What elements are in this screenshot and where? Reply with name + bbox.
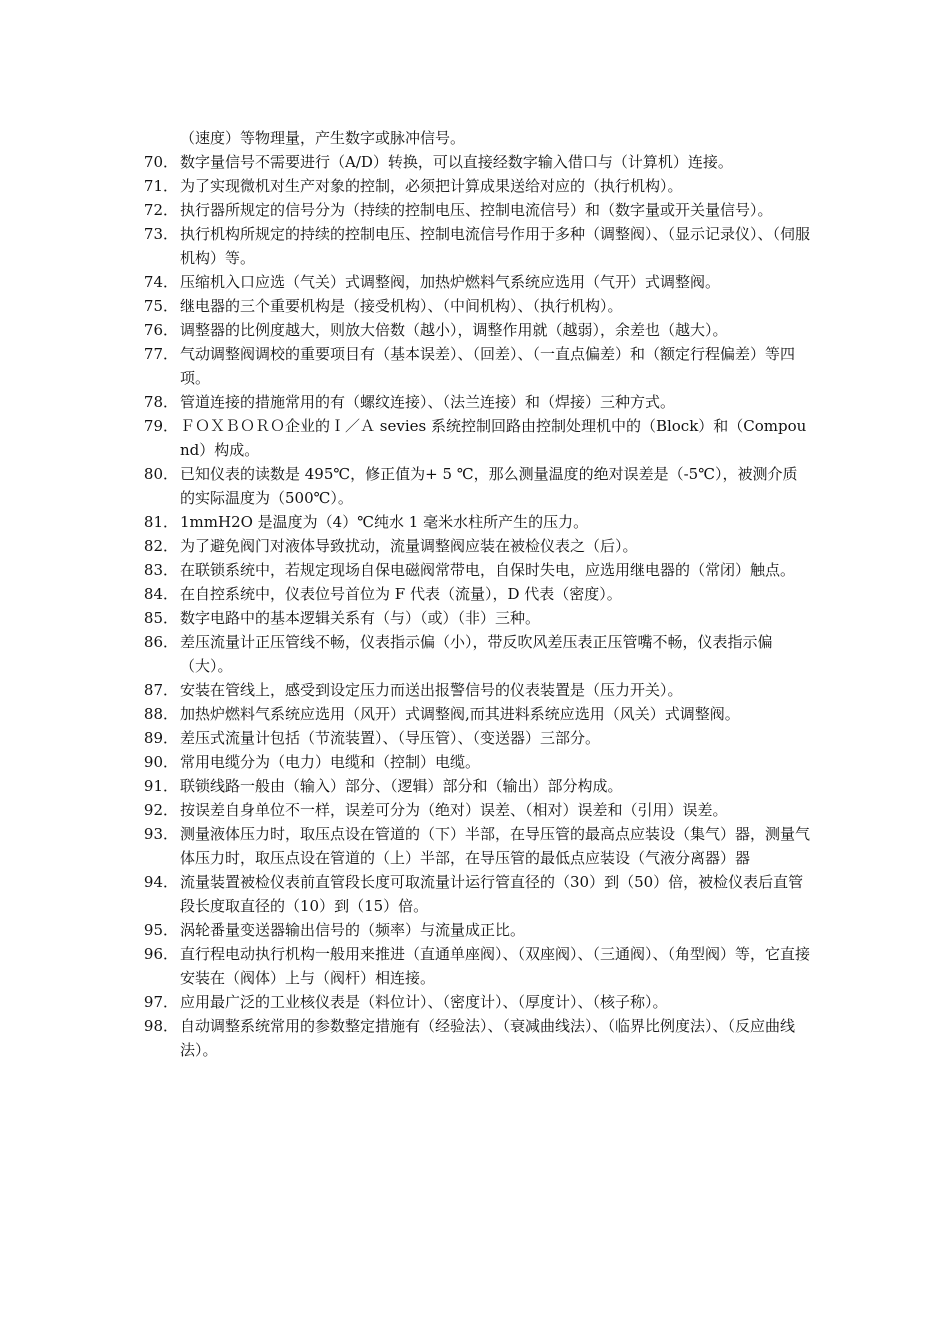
list-item-text: 按误差自身单位不一样，误差可分为（绝对）误差、（相对）误差和（引用）误差。 — [180, 801, 728, 819]
continued-paragraph-text: （速度）等物理量，产生数字或脉冲信号。 — [180, 129, 466, 147]
list-item-number: 85． — [143, 609, 178, 627]
list-item-text: 安装在管线上，感受到设定压力而送出报警信号的仪表装置是（压力开关）。 — [180, 681, 683, 699]
list-item-number: 77． — [143, 345, 178, 363]
list-item-number: 92． — [143, 801, 178, 819]
list-item-text: 涡轮番量变送器输出信号的（频率）与流量成正比。 — [180, 921, 526, 939]
list-item-87 — [140, 678, 810, 702]
list-item-94 — [140, 870, 810, 918]
list-item-97 — [140, 990, 810, 1014]
list-item-83 — [140, 558, 810, 582]
list-item-text: 数字电路中的基本逻辑关系有（与）（或）（非）三种。 — [180, 609, 541, 627]
list-item-number: 81． — [143, 513, 178, 531]
list-item-number: 86． — [143, 633, 178, 651]
list-item-number: 71． — [143, 177, 178, 195]
list-item-text: 气动调整阀调校的重要项目有（基本误差）、（回差）、（一直点偏差）和（额定行程偏差）等四项。 — [180, 345, 796, 387]
list-item-92 — [140, 798, 810, 822]
list-item-text: 自动调整系统常用的参数整定措施有（经验法）、（衰减曲线法）、（临界比例度法）、（反应曲线法）。 — [180, 1017, 796, 1059]
list-item-96 — [140, 942, 810, 990]
list-item-72 — [140, 198, 810, 222]
list-item-number: 90． — [143, 753, 178, 771]
list-item-75 — [140, 294, 810, 318]
list-item-95 — [140, 918, 810, 942]
list-item-91 — [140, 774, 810, 798]
list-item-88 — [140, 702, 810, 726]
list-item-number: 73． — [143, 225, 178, 243]
list-item-number: 74． — [143, 273, 178, 291]
list-item-text: ＦＯＸＢＯＲＯ企业的Ｉ／Ａ sevies 系统控制回路由控制处理机中的（Block）和（Compound）构成。 — [180, 417, 807, 459]
list-item-text: 直行程电动执行机构一般用来推进（直通单座阀）、（双座阀）、（三通阀）、（角型阀）等，它直接安装在（阀体）上与（阀杆）相连接。 — [180, 945, 811, 987]
list-item-number: 83． — [143, 561, 178, 579]
list-item-number: 84． — [143, 585, 178, 603]
list-item-74 — [140, 270, 810, 294]
list-item-93 — [140, 822, 810, 870]
list-item-80 — [140, 462, 810, 510]
list-item-70 — [140, 150, 810, 174]
continued-paragraph — [140, 126, 810, 150]
list-item-79 — [140, 414, 810, 462]
list-item-73 — [140, 222, 810, 270]
list-item-85 — [140, 606, 810, 630]
list-item-text: 为了实现微机对生产对象的控制，必须把计算成果送给对应的（执行机构）。 — [180, 177, 683, 195]
document-content — [140, 126, 810, 1062]
list-item-number: 96． — [143, 945, 178, 963]
list-item-text: 调整器的比例度越大，则放大倍数（越小），调整作用就（越弱），余差也（越大）。 — [180, 321, 728, 339]
list-item-text: 1mmH2O 是温度为（4）℃纯水 1 毫米水柱所产生的压力。 — [180, 513, 589, 531]
list-item-text: 管道连接的措施常用的有（螺纹连接）、（法兰连接）和（焊接）三种方式。 — [180, 393, 676, 411]
list-item-number: 88． — [143, 705, 178, 723]
list-item-77 — [140, 342, 810, 390]
list-item-text: 为了避免阀门对液体导致扰动，流量调整阀应装在被检仪表之（后）。 — [180, 537, 638, 555]
list-item-71 — [140, 174, 810, 198]
list-item-text: 流量装置被检仪表前直管段长度可取流量计运行管直径的（30）到（50）倍，被检仪表后直管段长度取直径的（10）到（15）倍。 — [180, 873, 804, 915]
list-item-text: 在联锁系统中，若规定现场自保电磁阀常带电，自保时失电，应选用继电器的（常闭）触点。 — [180, 561, 796, 579]
list-item-text: 差压流量计正压管线不畅，仪表指示偏（小），带反吹风差压表正压管嘴不畅，仪表指示偏（大）。 — [180, 633, 773, 675]
list-item-number: 76． — [143, 321, 178, 339]
list-item-number: 82． — [143, 537, 178, 555]
list-item-number: 87． — [143, 681, 178, 699]
list-item-98 — [140, 1014, 810, 1062]
list-item-text: 联锁线路一般由（输入）部分、（逻辑）部分和（输出）部分构成。 — [180, 777, 623, 795]
list-item-number: 95． — [143, 921, 178, 939]
list-item-text: 继电器的三个重要机构是（接受机构）、（中间机构）、（执行机构）。 — [180, 297, 623, 315]
list-item-text: 执行机构所规定的持续的控制电压、控制电流信号作用于多种（调整阀）、（显示记录仪）、（伺服机构）等。 — [180, 225, 811, 267]
list-item-number: 94． — [143, 873, 178, 891]
list-item-86 — [140, 630, 810, 678]
list-item-text: 在自控系统中，仪表位号首位为 F 代表（流量），D 代表（密度）。 — [180, 585, 622, 603]
list-item-text: 压缩机入口应选（气关）式调整阀，加热炉燃料气系统应选用（气开）式调整阀。 — [180, 273, 721, 291]
list-item-text: 差压式流量计包括（节流装置）、（导压管）、（变送器）三部分。 — [180, 729, 601, 747]
list-item-text: 应用最广泛的工业核仪表是（料位计）、（密度计）、（厚度计）、（核子称）。 — [180, 993, 668, 1011]
list-item-number: 98． — [143, 1017, 178, 1035]
list-item-text: 数字量信号不需要进行（A/D）转换，可以直接经数字输入借口与（计算机）连接。 — [180, 153, 733, 171]
list-item-number: 78． — [143, 393, 178, 411]
list-item-81 — [140, 510, 810, 534]
list-item-89 — [140, 726, 810, 750]
list-item-number: 97． — [143, 993, 178, 1011]
list-item-text: 测量液体压力时，取压点设在管道的（下）半部，在导压管的最高点应装设（集气）器，测量气体压力时，取压点设在管道的（上）半部，在导压管的最低点应装设（气液分离器）器 — [180, 825, 811, 867]
list-item-number: 75． — [143, 297, 178, 315]
list-item-76 — [140, 318, 810, 342]
list-item-text: 常用电缆分为（电力）电缆和（控制）电缆。 — [180, 753, 481, 771]
list-item-text: 执行器所规定的信号分为（持续的控制电压、控制电流信号）和（数字量或开关量信号）。 — [180, 201, 773, 219]
list-item-number: 80． — [143, 465, 178, 483]
list-item-82 — [140, 534, 810, 558]
list-item-84 — [140, 582, 810, 606]
list-item-90 — [140, 750, 810, 774]
list-item-number: 72． — [143, 201, 178, 219]
list-item-text: 已知仪表的读数是 495℃，修正值为+ 5 ℃，那么测量温度的绝对误差是（-5℃），被测介质的实际温度为（500℃）。 — [180, 465, 798, 507]
list-item-number: 89． — [143, 729, 178, 747]
list-item-text: 加热炉燃料气系统应选用（风开）式调整阀,而其进料系统应选用（风关）式调整阀。 — [180, 705, 740, 723]
list-item-number: 91． — [143, 777, 178, 795]
list-item-number: 70． — [143, 153, 178, 171]
list-item-78 — [140, 390, 810, 414]
list-item-number: 79． — [143, 417, 178, 435]
list-item-number: 93． — [143, 825, 178, 843]
